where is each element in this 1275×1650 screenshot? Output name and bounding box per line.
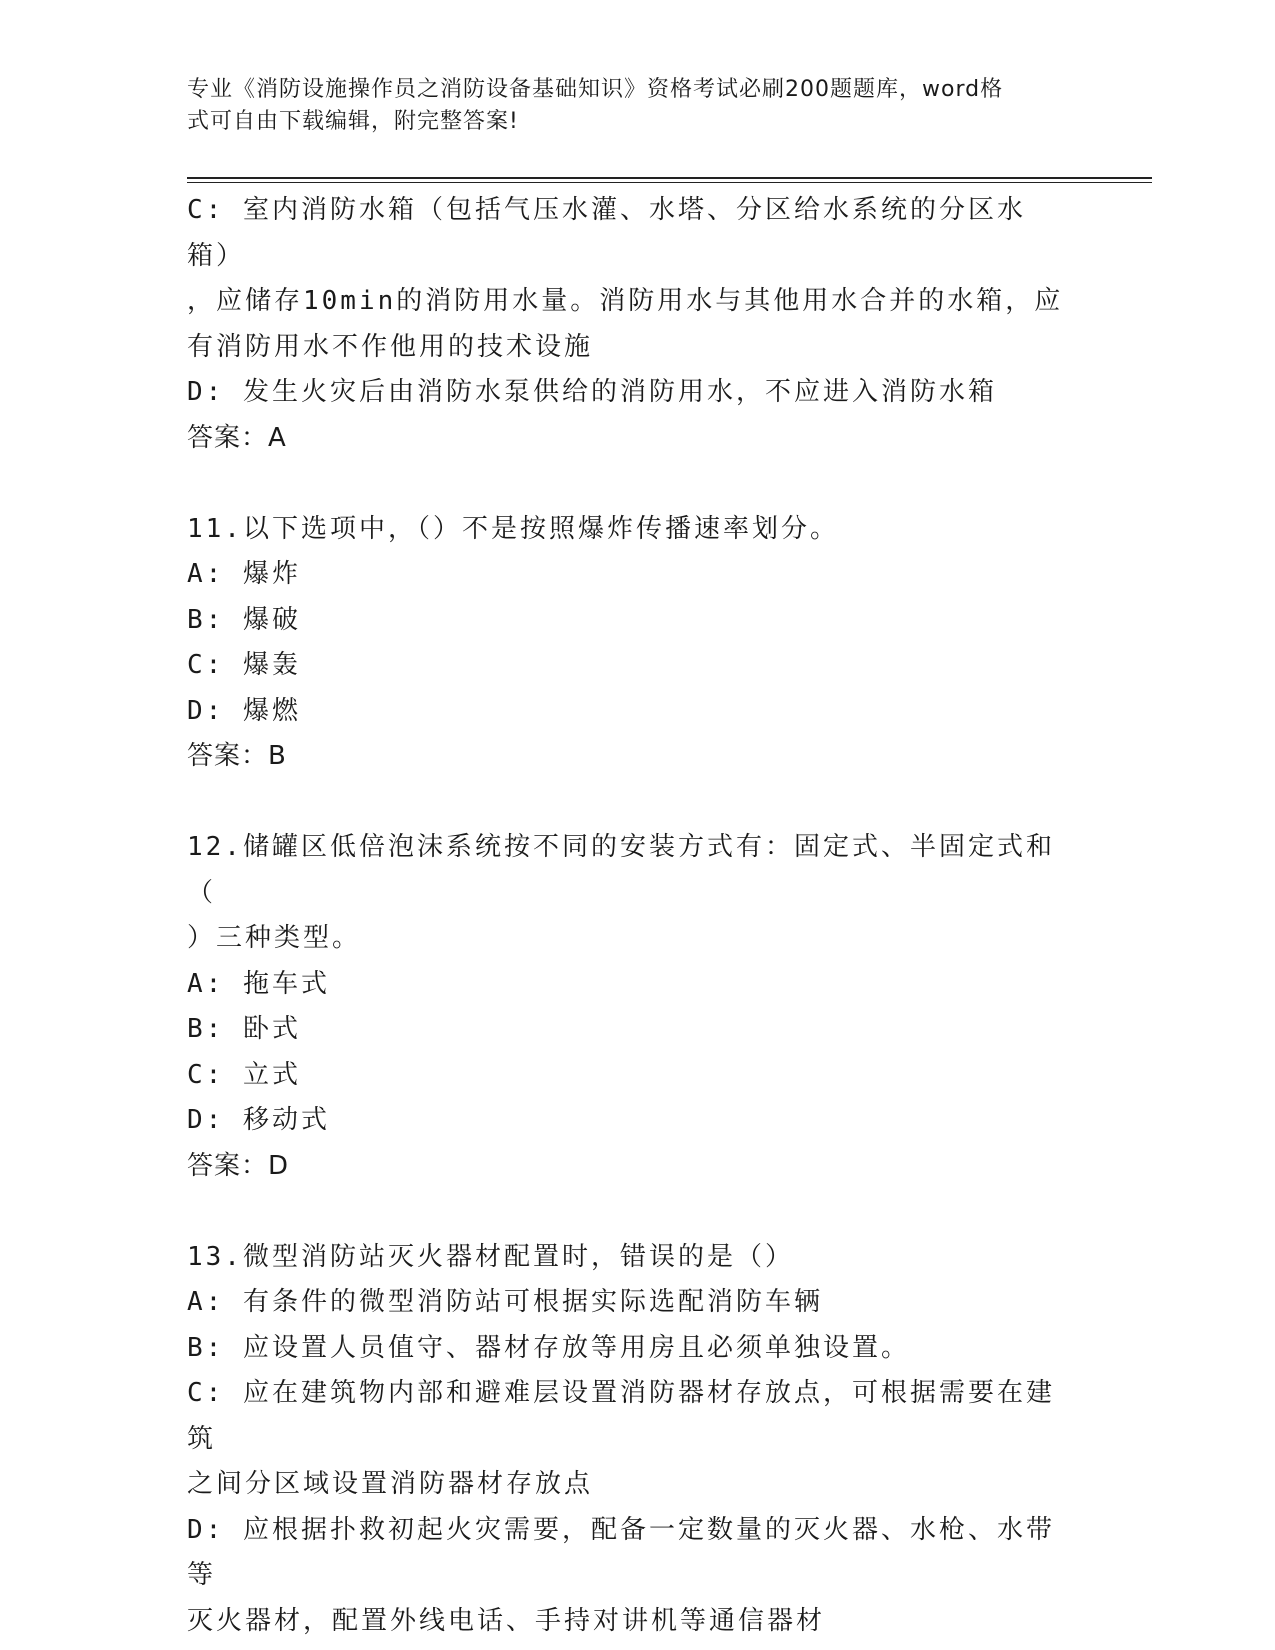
option-d-continued: 灭火器材，配置外线电话、手持对讲机等通信器材 <box>187 1605 826 1636</box>
spacer <box>187 1189 1067 1235</box>
header-title-line-2: 式可自由下载编辑，附完整答案! <box>187 109 519 134</box>
spacer <box>187 780 1067 826</box>
header-rule-thin <box>187 182 1152 183</box>
answer-label: 答案：B <box>187 741 287 771</box>
header-title-line-1: 专业《消防设施操作员之消防设备基础知识》资格考试必刷200题题库，word格 <box>187 77 1004 102</box>
option-line: 有消防用水不作他用的技术设施 <box>187 331 594 362</box>
answer-label: 答案：D <box>187 1150 290 1181</box>
option-d: D: 爆燃 <box>187 695 301 726</box>
option-line: C: 室内消防水箱（包括气压水灌、水塔、分区给水系统的分区水箱） <box>187 195 1026 271</box>
spacer <box>187 461 1067 507</box>
header-rule-thick <box>187 177 1152 179</box>
option-line: D: 发生火灾后由消防水泵供给的消防用水，不应进入消防水箱 <box>187 377 997 407</box>
document-header <box>187 74 1067 138</box>
option-d: D: 应根据扑救初起火灾需要，配备一定数量的灭火器、水枪、水带等 <box>187 1514 1055 1590</box>
answer-label: 答案：A <box>187 422 287 453</box>
document-body <box>187 188 1067 1644</box>
option-c-continued: 之间分区域设置消防器材存放点 <box>187 1469 594 1499</box>
question-stem: ）三种类型。 <box>187 923 362 953</box>
question-10-tail <box>187 188 1067 461</box>
question-13 <box>187 1235 1067 1645</box>
question-stem: 12.储罐区低倍泡沫系统按不同的安装方式有：固定式、半固定式和（ <box>187 832 1055 908</box>
question-12 <box>187 825 1067 1189</box>
question-stem: 13.微型消防站灭火器材配置时，错误的是（） <box>187 1241 794 1272</box>
option-b: B: 应设置人员值守、器材存放等用房且必须单独设置。 <box>187 1332 910 1363</box>
option-b: B: 爆破 <box>187 604 301 635</box>
option-a: A: 爆炸 <box>187 559 301 589</box>
option-line: ，应储存10min的消防用水量。消防用水与其他用水合并的水箱，应 <box>187 286 1064 316</box>
option-a: A: 拖车式 <box>187 968 330 999</box>
option-c: C: 应在建筑物内部和避难层设置消防器材存放点，可根据需要在建筑 <box>187 1378 1055 1454</box>
option-c: C: 立式 <box>187 1059 301 1090</box>
option-c: C: 爆轰 <box>187 650 301 680</box>
option-b: B: 卧式 <box>187 1014 301 1044</box>
option-a: A: 有条件的微型消防站可根据实际选配消防车辆 <box>187 1287 823 1317</box>
question-stem: 11.以下选项中，（）不是按照爆炸传播速率划分。 <box>187 513 839 544</box>
option-d: D: 移动式 <box>187 1105 330 1135</box>
question-11 <box>187 507 1067 780</box>
